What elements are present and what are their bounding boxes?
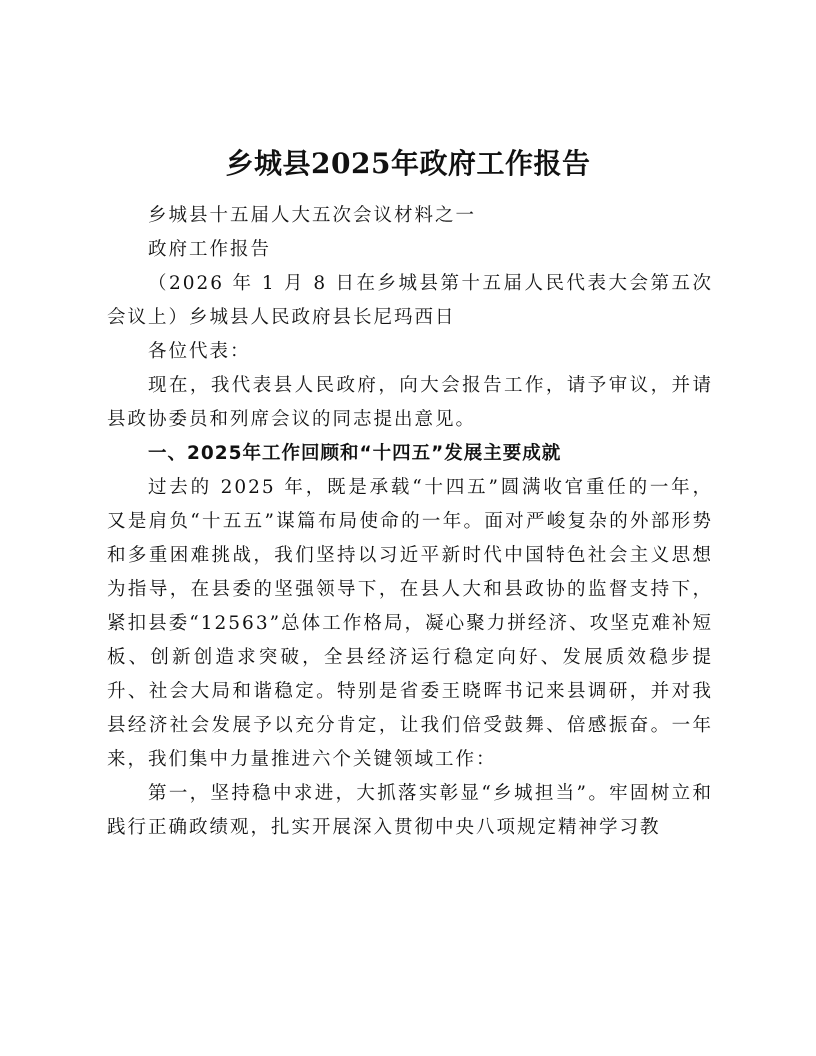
date-speaker-paragraph: （2026 年 1 月 8 日在乡城县第十五届人民代表大会第五次会议上）乡城县人民政府县长尼玛西日 <box>107 273 713 328</box>
first-point-paragraph: 第一，坚持稳中求进，大抓落实彰显“乡城担当”。牢固树立和践行正确政绩观，扎实开展深入贯彻中央八项规定精神学习教 <box>107 783 713 838</box>
meeting-material-line: 乡城县十五届人大五次会议材料之一 <box>148 205 477 226</box>
document-body <box>107 199 713 845</box>
review-paragraph: 过去的 2025 年，既是承载“十四五”圆满收官重任的一年，又是肩负“十五五”谋篇布局使命的一年。面对严峻复杂的外部形势和多重困难挑战，我们坚持以习近平新时代中国特色社会主义思想为指导，在县委的坚强领导下，在县人大和县政协的监督支持下，紧扣县委“12563”总体工作格局，凝心聚力拼经济、攻坚克难补短板、创新创造求突破，全县经济运行稳定向好、发展质效稳步提升、社会大局和谐稳定。特别是省委王晓晖书记来县调研，并对我县经济社会发展予以充分肯定，让我们倍受鼓舞、倍感振奋。一年来，我们集中力量推进六个关键领域工作： <box>107 477 713 770</box>
intro-paragraph: 现在，我代表县人民政府，向大会报告工作，请予审议，并请县政协委员和列席会议的同志提出意见。 <box>107 375 713 430</box>
section-heading: 一、2025年工作回顾和“十四五”发展主要成就 <box>148 443 562 464</box>
salutation: 各位代表： <box>148 341 251 362</box>
document-title: 乡城县2025年政府工作报告 <box>225 147 591 180</box>
report-name-line: 政府工作报告 <box>148 239 272 260</box>
